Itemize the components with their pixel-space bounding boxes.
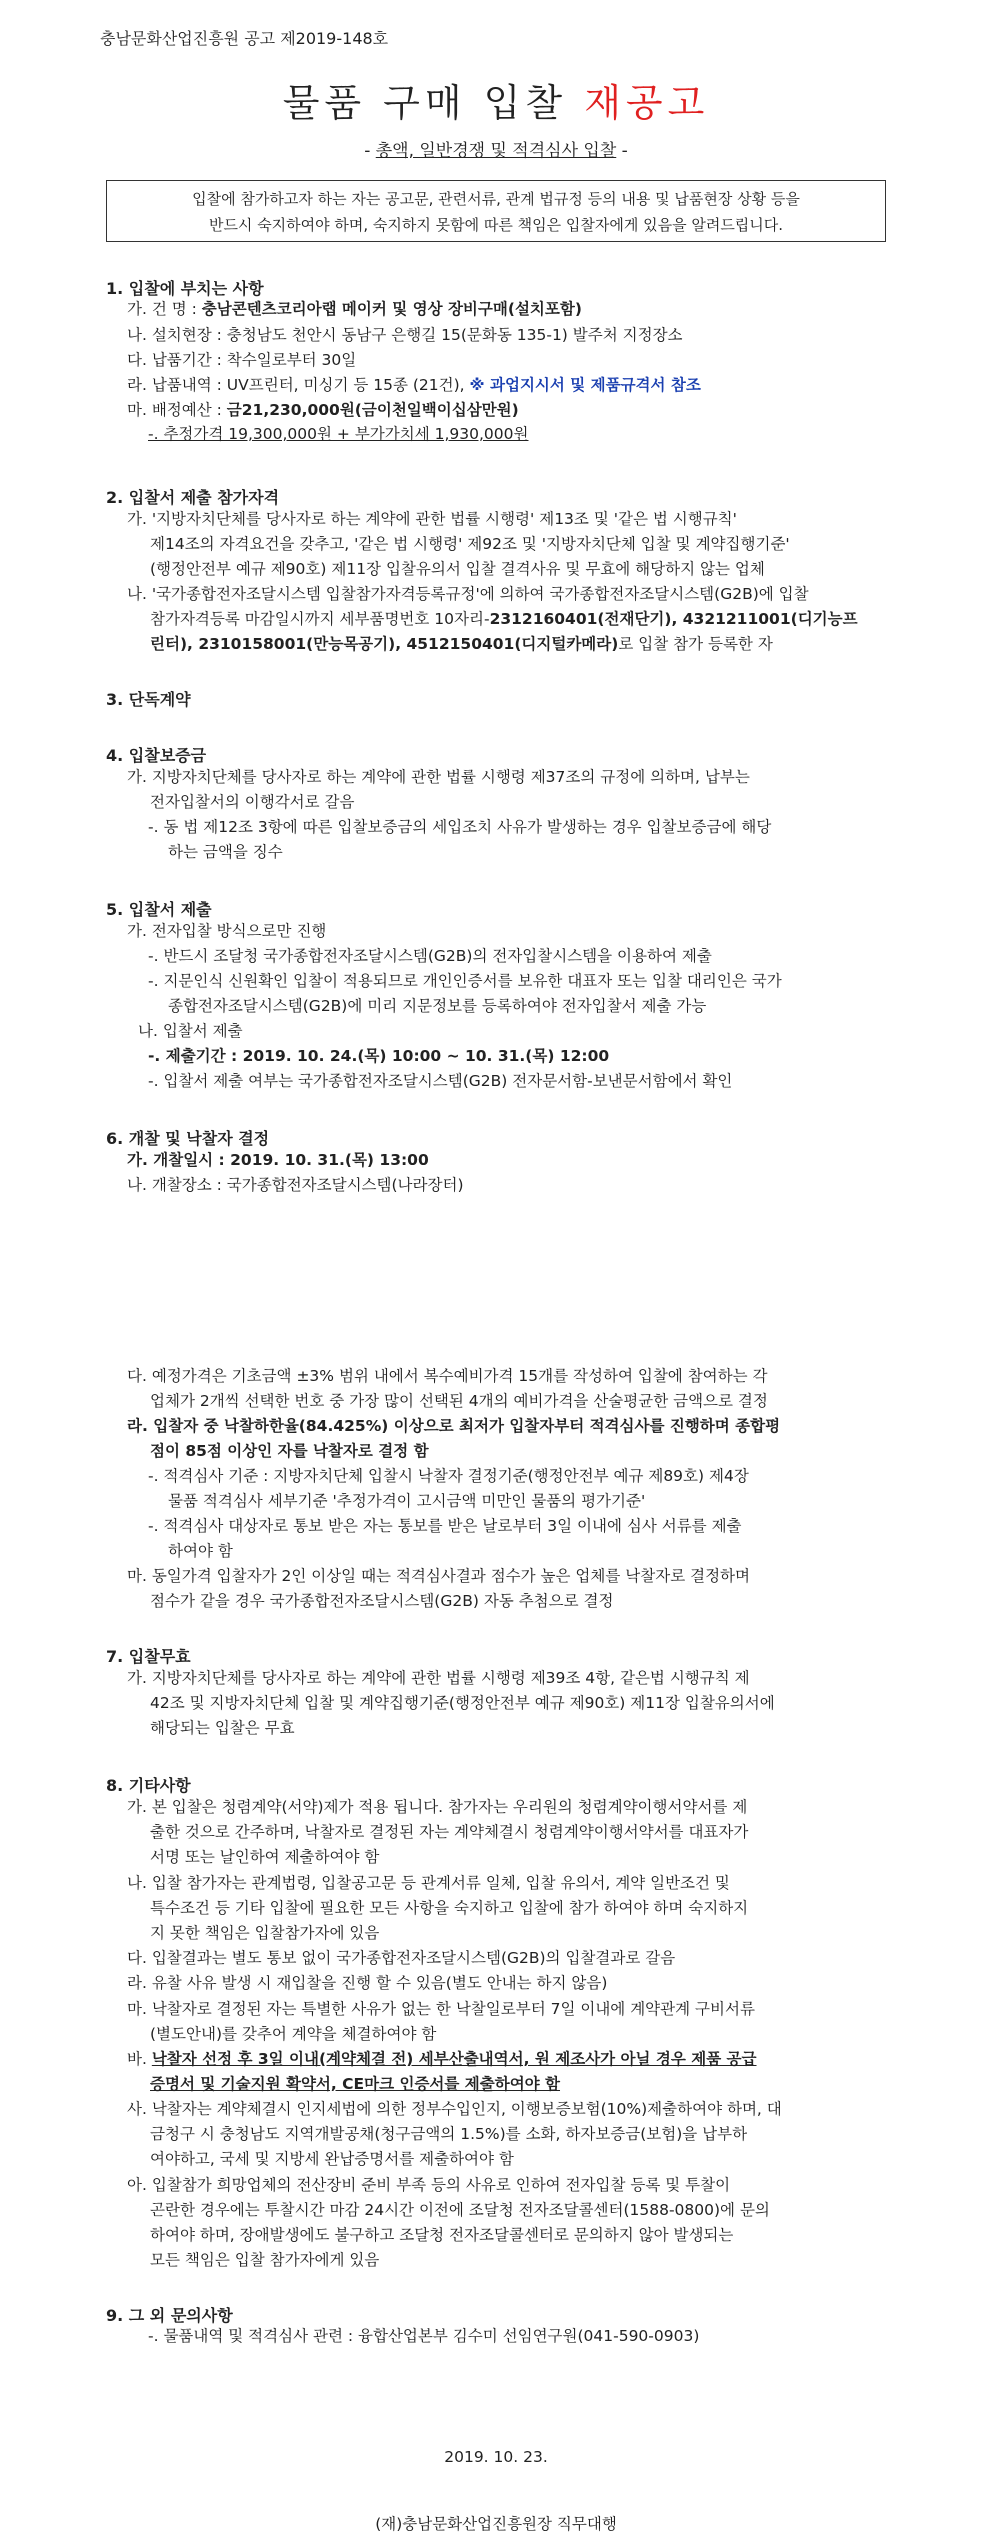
item-8-h-line: 하여야 하며, 장애발생에도 불구하고 조달청 전자조달콜센터로 문의하지 않아 발생되는 — [150, 2226, 734, 2244]
item-5-a-line: 종합전자조달시스템(G2B)에 미리 지문정보를 등록하여야 전자입찰서 제출 가능 — [168, 997, 707, 1015]
item-4-a-line: 가. 지방자치단체를 당사자로 하는 계약에 관한 법률 시행령 제37조의 규정에 의하며, 납부는 — [127, 768, 750, 786]
reference-note: ※ 과업지시서 및 제품규격서 참조 — [469, 376, 701, 394]
item-8-d: 라. 유찰 사유 발생 시 재입찰을 진행 할 수 있음(별도 안내는 하지 않음) — [127, 1974, 608, 1992]
item-1-b: 나. 설치현장 : 충청남도 천안시 동남구 은행길 15(문화동 135-1) 발주처 지정장소 — [127, 326, 683, 344]
item-6-d-line: 물품 적격심사 세부기준 '추정가격이 고시금액 미만인 물품의 평가기준' — [168, 1492, 646, 1510]
item-8-g-line: 사. 낙찰자는 계약체결시 인지세법에 의한 정부수입인지, 이행보증보험(10%)제출하여야 하며, 대 — [127, 2100, 782, 2118]
item-6-d-line: 점이 85점 이상인 자를 낙찰자로 결정 함 — [150, 1442, 429, 1460]
notice-line: 반드시 숙지하여야 하며, 숙지하지 못함에 따른 책임은 입찰자에게 있음을 알려드립니다. — [208, 216, 784, 234]
item-8-b-line: 나. 입찰 참가자는 관계법령, 입찰공고문 등 관계서류 일체, 입찰 유의서, 계약 일반조건 및 — [127, 1874, 730, 1892]
item-2-a-line: 가. '지방자치단체를 당사자로 하는 계약에 관한 법률 시행령' 제13조 및 '같은 법 시행규칙' — [127, 510, 737, 528]
section-6-heading: 6. 개찰 및 낙찰자 결정 — [106, 1129, 270, 1148]
required-documents: 낙찰자 선정 후 3일 이내(계약체결 전) 세부산출내역서, 원 제조사가 아닐 경우 제품 공급 — [151, 2050, 757, 2068]
opening-datetime: 가. 개찰일시 : 2019. 10. 31.(목) 13:00 — [127, 1151, 429, 1169]
page-title — [0, 72, 992, 127]
item-8-a-line: 가. 본 입찰은 청렴계약(서약)제가 적용 됩니다. 참가자는 우리원의 청렴계약이행서약서를 제 — [127, 1798, 748, 1816]
item-8-a-line: 서명 또는 날인하여 제출하여야 함 — [150, 1848, 380, 1866]
item-4-a-line: -. 동 법 제12조 3항에 따른 입찰보증금의 세입조치 사유가 발생하는 경우 입찰보증금에 해당 — [148, 818, 772, 836]
estimated-price: -. 추정가격 19,300,000원 + 부가가치세 1,930,000원 — [148, 425, 529, 443]
item-7-a-line: 42조 및 지방자치단체 입찰 및 계약집행기준(행정안전부 예규 제90호) 제11장 입찰유의서에 — [150, 1694, 775, 1712]
announcement-date: 2019. 10. 23. — [444, 2448, 548, 2466]
budget-amount: 금21,230,000원(금이천일백이십삼만원) — [226, 401, 519, 419]
item-7-a-line: 해당되는 입찰은 무효 — [150, 1719, 295, 1737]
item-5-a-line: -. 반드시 조달청 국가종합전자조달시스템(G2B)의 전자입찰시스템을 이용하여 제출 — [148, 947, 712, 965]
notice-box — [106, 180, 886, 242]
item-6-c-line: 업체가 2개씩 선택한 번호 중 가장 많이 선택된 4개의 예비가격을 산술평균한 금액으로 결정 — [150, 1392, 768, 1410]
title-main: 물품 구매 입찰 — [282, 81, 585, 125]
notice-line: 입찰에 참가하고자 하는 자는 공고문, 관련서류, 관계 법규정 등의 내용 및 납품현장 상황 등을 — [192, 190, 800, 208]
item-2-a-line: 제14조의 자격요건을 갖추고, '같은 법 시행령' 제92조 및 '지방자치단체 입찰 및 계약집행기준' — [150, 535, 790, 553]
item-6-e-line: 점수가 같을 경우 국가종합전자조달시스템(G2B) 자동 추첨으로 결정 — [150, 1592, 614, 1610]
item-1-e — [127, 397, 519, 423]
item-label: 바. — [127, 2050, 152, 2068]
issuer: (재)충남문화산업진흥원장 직무대행 — [375, 2515, 617, 2533]
item-6-e-line: 마. 동일가격 입찰자가 2인 이상일 때는 적격심사결과 점수가 높은 업체를 낙찰자로 결정하며 — [127, 1567, 750, 1585]
title-reannouncement: 재공고 — [584, 81, 710, 125]
subtitle-text: 총액, 일반경쟁 및 적격심사 입찰 — [375, 141, 617, 161]
item-1-c: 다. 납품기간 : 착수일로부터 30일 — [127, 351, 357, 369]
item-6-d-line: -. 적격심사 기준 : 지방자치단체 입찰시 낙찰자 결정기준(행정안전부 예규 제89호) 제4장 — [148, 1467, 749, 1485]
item-6-d-line: -. 적격심사 대상자로 통보 받은 자는 통보를 받은 날로부터 3일 이내에 심사 서류를 제출 — [148, 1517, 742, 1535]
product-codes: 린터), 2310158001(만능목공기), 4512150401(디지털카메라) — [150, 635, 619, 653]
item-8-f-line — [127, 2046, 757, 2072]
section-4-heading: 4. 입찰보증금 — [106, 746, 207, 765]
item-text: 로 입찰 참가 등록한 자 — [618, 635, 773, 653]
section-3-heading: 3. 단독계약 — [106, 690, 191, 709]
contact-info: -. 물품내역 및 적격심사 관련 : 융합산업본부 김수미 선임연구원(041-590-0903) — [148, 2327, 700, 2345]
section-5-heading: 5. 입찰서 제출 — [106, 900, 212, 919]
section-1-heading: 1. 입찰에 부치는 사항 — [106, 279, 264, 298]
item-8-a-line: 출한 것으로 간주하며, 낙찰자로 결정된 자는 계약체결시 청렴계약이행서약서를 대표자가 — [150, 1823, 749, 1841]
item-8-e-line: (별도안내)를 갖추어 계약을 체결하여야 함 — [150, 2025, 437, 2043]
item-5-b-line: -. 입찰서 제출 여부는 국가종합전자조달시스템(G2B) 전자문서함-보낸문서함에서 확인 — [148, 1072, 733, 1090]
item-7-a-line: 가. 지방자치단체를 당사자로 하는 계약에 관한 법률 시행령 제39조 4항, 같은법 시행규칙 제 — [127, 1669, 750, 1687]
item-5-a-line: -. 지문인식 신원확인 입찰이 적용되므로 개인인증서를 보유한 대표자 또는 입찰 대리인은 국가 — [148, 972, 782, 990]
item-4-a-line: 하는 금액을 징수 — [168, 843, 283, 861]
item-4-a-line: 전자입찰서의 이행각서로 갈음 — [150, 793, 355, 811]
item-8-c: 다. 입찰결과는 별도 통보 없이 국가종합전자조달시스템(G2B)의 입찰결과로 갈음 — [127, 1949, 676, 1967]
section-9-heading: 9. 그 외 문의사항 — [106, 2306, 233, 2325]
item-2-b-line — [150, 606, 858, 632]
item-2-b-line — [150, 631, 773, 657]
item-label: 라. 납품내역 : UV프린터, 미싱기 등 15종 (21건), — [127, 376, 470, 394]
item-8-b-line: 특수조건 등 기타 입찰에 필요한 모든 사항을 숙지하고 입찰에 참가 하여야 하며 숙지하지 — [150, 1899, 749, 1917]
item-text: 참가자격등록 마감일시까지 세부품명번호 10자리- — [150, 610, 490, 628]
item-2-b-line: 나. '국가종합전자조달시스템 입찰참가자격등록규정'에 의하여 국가종합전자조달시스템(G2B)에 입찰 — [127, 585, 809, 603]
item-8-h-line: 곤란한 경우에는 투찰시간 마감 24시간 이전에 조달청 전자조달콜센터(1588-0800)에 문의 — [150, 2201, 770, 2219]
item-1-a — [127, 296, 582, 322]
item-6-d-line: 하여야 함 — [168, 1542, 233, 1560]
subtitle-suffix: - — [616, 141, 628, 161]
notice-number: 충남문화산업진흥원 공고 제2019-148호 — [100, 29, 389, 48]
item-5-a: 가. 전자입찰 방식으로만 진행 — [127, 922, 327, 940]
product-codes: 2312160401(전재단기), 4321211001(디기능프 — [489, 610, 858, 628]
item-6-c-line: 다. 예정가격은 기초금액 ±3% 범위 내에서 복수예비가격 15개를 작성하여 입찰에 참여하는 각 — [127, 1367, 768, 1385]
item-8-b-line: 지 못한 책임은 입찰참가자에 있음 — [150, 1924, 380, 1942]
item-8-f-line: 증명서 및 기술지원 확약서, CE마크 인증서를 제출하여야 함 — [150, 2075, 561, 2093]
item-6-b: 나. 개찰장소 : 국가종합전자조달시스템(나라장터) — [127, 1176, 464, 1194]
item-5-b: 나. 입찰서 제출 — [138, 1022, 243, 1040]
item-label: 가. 건 명 : — [127, 300, 202, 318]
item-8-g-line: 여야하고, 국세 및 지방세 완납증명서를 제출하여야 함 — [150, 2150, 514, 2168]
section-7-heading: 7. 입찰무효 — [106, 1647, 191, 1666]
item-8-g-line: 금청구 시 충청남도 지역개발공채(청구금액의 1.5%)를 소화, 하자보증금(보험)을 납부하 — [150, 2125, 748, 2143]
subtitle — [0, 136, 992, 161]
item-8-h-line: 모든 책임은 입찰 참가자에게 있음 — [150, 2251, 380, 2269]
subtitle-prefix: - — [364, 141, 376, 161]
section-8-heading: 8. 기타사항 — [106, 1776, 191, 1795]
project-name: 충남콘텐츠코리아랩 메이커 및 영상 장비구매(설치포함) — [201, 300, 582, 318]
section-2-heading: 2. 입찰서 제출 참가자격 — [106, 488, 280, 507]
item-label: 마. 배정예산 : — [127, 401, 227, 419]
item-8-e-line: 마. 낙찰자로 결정된 자는 특별한 사유가 없는 한 낙찰일로부터 7일 이내에 계약관계 구비서류 — [127, 2000, 755, 2018]
item-2-a-line: (행정안전부 예규 제90호) 제11장 입찰유의서 입찰 결격사유 및 무효에 해당하지 않는 업체 — [150, 560, 765, 578]
item-6-d-line: 라. 입찰자 중 낙찰하한율(84.425%) 이상으로 최저가 입찰자부터 적격심사를 진행하며 종합평 — [127, 1417, 781, 1435]
submission-period: -. 제출기간 : 2019. 10. 24.(목) 10:00 ~ 10. 31.(목) 12:00 — [148, 1047, 610, 1065]
item-1-d — [127, 372, 701, 398]
item-8-h-line: 아. 입찰참가 희망업체의 전산장비 준비 부족 등의 사유로 인하여 전자입찰 등록 및 투찰이 — [127, 2176, 731, 2194]
